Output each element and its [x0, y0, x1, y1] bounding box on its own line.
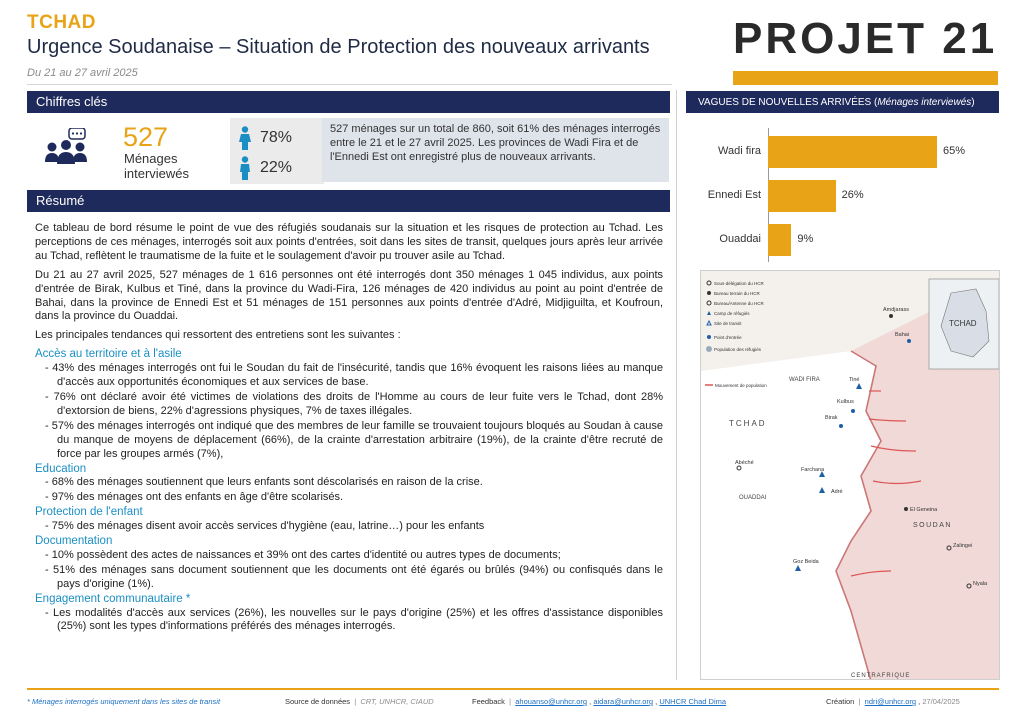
male-row: [238, 156, 292, 180]
map-label-centrafrique: CENTRAFRIQUE: [851, 673, 911, 679]
footer-note: * Ménages interrogés uniquement dans les sites de transit: [27, 697, 221, 706]
summary-body: [35, 222, 663, 635]
bullet-item: - 75% des ménages disent avoir accès services d'hygiène (eau, latrine…) pour les enfants: [45, 520, 485, 533]
bar-wadi-fira: [768, 136, 937, 168]
bullet-item: - Les modalités d'accès aux services (26%), les nouvelles sur le pays d'origine (25%) et les offres d'assistance disponibles (25%) sont les types d'informations préférés des ménages interrogés.: [45, 606, 663, 633]
footer-source: Source de données | CRT, UNHCR, CIAUD: [285, 697, 434, 706]
town-zalingei: Zalingei: [953, 543, 973, 549]
bar-ennedi-est: [768, 180, 836, 212]
bullet-item: - 76% ont déclaré avoir été victimes de violations des droits de l'Homme au cours de leur fuite vers le Tchad, dont 28% d'extorsion de biens, 22% d'agressions physiques, 7% de taxes illégales.: [45, 390, 663, 417]
households-label: Ménages interviewés: [124, 151, 190, 181]
town-tine: Tiné: [849, 377, 860, 383]
projet21-logo: PROJET 21: [733, 14, 998, 63]
section-title-documentation: Documentation: [35, 535, 113, 548]
summary-trends-intro: Les principales tendances qui ressortent des entretiens sont les suivantes :: [35, 329, 401, 342]
section-key-figures-label: Chiffres clés: [36, 94, 108, 109]
section-summary: [27, 190, 670, 212]
inset-chad-label: TCHAD: [949, 319, 977, 328]
bar-ouaddai: [768, 224, 791, 256]
bullet-item: - 43% des ménages interrogés ont fui le Soudan du fait de l'insécurité, tandis que 16% évoquent les raisons liées au manque d'accès aux opportunités économiques et aux services de base.: [45, 362, 663, 389]
svg-text:Point d'entrée: Point d'entrée: [714, 335, 742, 340]
bar-category-label: Ennedi Est: [707, 189, 761, 201]
bullet-item: - 51% des ménages sans document soutiennent que les documents ont été égarés ou brûlés (94%) ou confisqués dans le pays d'origine (1%).: [45, 563, 663, 590]
map-label-ouaddai: OUADDAI: [739, 495, 767, 501]
waves-bar-chart: [686, 118, 1004, 263]
section-waves: VAGUES DE NOUVELLES ARRIVÉES (Ménages interviewés): [686, 91, 999, 113]
email-link-2[interactable]: aidara@unhcr.org: [593, 697, 654, 706]
map-label-tchad: TCHAD: [729, 419, 767, 428]
summary-period: Du 21 au 27 avril 2025, 527 ménages de 1 616 personnes ont été interrogés dont 350 ménages 1 045 individus, aux points d'entrée de Birak, Kulbus et Tiné, dans la province du Wadi-Fira, 126 ménages de 420 individus au point au point d'entrée de Bahai, dans la province de Ennedi Est et 51 ménages de 151 personnes aux points d'entrée d'Adré, Midjiguilta, et Koufroun, dans la province du Ouaddai.: [35, 268, 663, 323]
households-count: 527: [123, 122, 169, 152]
male-percentage: 22%: [260, 159, 293, 176]
footer-creation: Création | ndri@unhcr.org , 27/04/2025: [826, 697, 960, 706]
logo-accent-bar: [733, 71, 998, 85]
section-summary-label: Résumé: [36, 193, 85, 208]
female-row: [238, 126, 292, 150]
town-bahai: Bahai: [895, 332, 910, 338]
bullet-item: - 68% des ménages soutiennent que leurs enfants sont déscolarisés en raison de la crise.: [45, 476, 483, 489]
country-title: TCHAD: [27, 12, 96, 33]
chad-area: [701, 351, 881, 680]
page-title: Urgence Soudanaise – Situation de Protection des nouveaux arrivants: [27, 36, 650, 58]
svg-text:Sous-délégation du HCR: Sous-délégation du HCR: [714, 281, 764, 286]
town-birak: Birak: [825, 415, 838, 421]
footer-feedback: Feedback | ahouanso@unhcr.org , aidara@unhcr.org , UNHCR Chad Dima: [472, 697, 727, 706]
svg-text:Bureau/Antenne du HCR: Bureau/Antenne du HCR: [714, 301, 764, 306]
town-el-geneina: El Geneina: [910, 507, 938, 513]
section-key-figures: [27, 91, 670, 113]
bar-value-label: 26%: [841, 189, 864, 201]
town-abeche: Abéché: [735, 460, 754, 466]
footer: [0, 682, 1024, 725]
town-kulbus: Kulbus: [837, 399, 854, 405]
region-map: [700, 270, 1000, 680]
bar-value-label: 9%: [797, 233, 814, 245]
svg-text:Camp de réfugiés: Camp de réfugiés: [714, 311, 750, 316]
svg-text:Site de transit: Site de transit: [714, 321, 742, 326]
svg-text:Population des réfugiés: Population des réfugiés: [714, 347, 762, 352]
svg-text:Mouvement de population: Mouvement de population: [715, 383, 767, 388]
map-graphic: [701, 271, 1000, 680]
bar-category-label: Wadi fira: [718, 145, 761, 157]
header-divider: [27, 84, 672, 85]
bar-value-label: 65%: [943, 145, 966, 157]
section-title-child-protection: Protection de l'enfant: [35, 506, 143, 519]
email-link-1[interactable]: ahouanso@unhcr.org: [515, 697, 588, 706]
kpi-households: [27, 118, 297, 184]
male-icon: [238, 156, 252, 180]
column-divider: [676, 90, 677, 680]
people-group-icon: [43, 128, 89, 174]
town-nyala: Nyala: [973, 581, 988, 587]
section-title-education: Education: [35, 462, 87, 475]
date-range: Du 21 au 27 avril 2025: [27, 67, 138, 79]
dima-link[interactable]: UNHCR Chad Dima: [659, 697, 727, 706]
summary-intro: Ce tableau de bord résume le point de vue des réfugiés soudanais sur la situation et les risques de protection au Tchad. Les perceptions de ces ménages, interrogés soit aux points d'entrées, soit dans les sites de transit, quelques jours après leur arrivée au Tchad, reflètent le traumatisme de la fuite et le soulagement d'avoir pu trouver asile au Tchad.: [35, 222, 663, 262]
town-goz-beida: Goz Beida: [793, 559, 819, 565]
female-percentage: 78%: [260, 129, 293, 146]
bullet-item: - 97% des ménages ont des enfants en âge d'être scolarisés.: [45, 491, 344, 504]
map-label-wadi-fira: WADI FIRA: [789, 377, 820, 383]
footer-rule: [27, 688, 999, 690]
email-link-creator[interactable]: ndri@unhcr.org: [864, 697, 917, 706]
key-figures-callout: 527 ménages sur un total de 860, soit 61% des ménages interrogés entre le 21 et le 27 avril 2025. Les provinces de Wadi Fira et de l'Ennedi Est ont enregistré plus de nouveaux arrivants.: [322, 118, 669, 182]
bullet-item: - 10% possèdent des actes de naissances et 39% ont des cartes d'identité ou autres types de documents;: [45, 548, 561, 561]
section-title-community: Engagement communautaire *: [35, 592, 191, 605]
map-label-soudan: SOUDAN: [913, 522, 952, 529]
bullet-item: - 57% des ménages interrogés ont indiqué que des membres de leur famille se trouvaient toujours bloqués au Soudan à cause du manque de moyens de déplacement (66%), de la crainte d'arrestation arbitraire (19%), de la crainte d'être recruté de force par les groupes armés (7%),: [45, 419, 663, 460]
town-farchana: Farchana: [801, 467, 825, 473]
gender-breakdown: [230, 118, 324, 184]
female-icon: [238, 126, 252, 150]
bar-category-label: Ouaddai: [719, 233, 761, 245]
svg-text:Bureau terrain du HCR: Bureau terrain du HCR: [714, 291, 760, 296]
town-amdjarass: Amdjarass: [883, 307, 909, 313]
section-title-access: Accès au territoire et à l'asile: [35, 348, 182, 361]
town-adre: Adré: [831, 489, 843, 495]
